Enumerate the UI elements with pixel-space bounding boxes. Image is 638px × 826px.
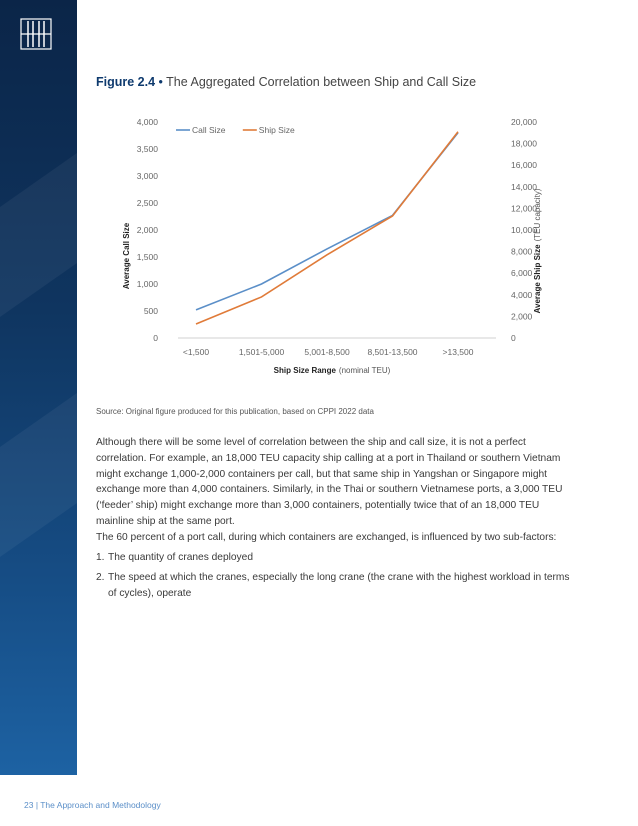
left-tick-label: 500 <box>143 306 158 316</box>
left-tick-label: 0 <box>153 333 158 343</box>
right-tick-label: 20,000 <box>511 117 537 127</box>
decorative-stripe <box>0 393 77 557</box>
title-separator: • <box>158 75 163 89</box>
x-tick-label: 1,501-5,000 <box>238 347 285 357</box>
line-chart <box>96 108 546 383</box>
page-footer: 23 | The Approach and Methodology <box>24 800 161 810</box>
right-tick-label: 18,000 <box>511 138 537 149</box>
right-tick-label: 8,000 <box>511 246 533 257</box>
right-tick-label: 2,000 <box>511 311 533 322</box>
figure-title <box>96 75 476 89</box>
right-axis-label: Average Ship Size(TEU capacity) <box>533 188 542 314</box>
left-tick-label: 2,500 <box>136 198 158 208</box>
container-logo-icon <box>20 18 52 50</box>
left-tick-label: 3,500 <box>136 144 158 154</box>
x-tick-label: <1,500 <box>182 347 210 357</box>
x-axis-label: Ship Size Range (nominal TEU) <box>273 366 391 375</box>
left-tick-label: 1,000 <box>136 279 158 289</box>
list-number: 2. <box>96 572 105 583</box>
body-paragraph-2: The 60 percent of a port call, during which containers are exchanged, is influenced by two sub-factors: <box>96 532 557 543</box>
right-tick-label: 12,000 <box>511 203 537 214</box>
source-note: Source: Original figure produced for this publication, based on CPPI 2022 data <box>96 407 374 416</box>
list-text: The speed at which the cranes, especially the long crane (the crane with the highest workload in terms of cycles), operate <box>108 572 570 599</box>
figure-title-text: The Aggregated Correlation between Ship and Call Size <box>166 75 477 89</box>
sidebar-band <box>0 0 77 775</box>
left-tick-label: 1,500 <box>136 252 158 262</box>
list-number: 1. <box>96 552 105 563</box>
body-paragraph-1: Although there will be some level of correlation between the ship and call size, it is not a perfect correlation. For example, an 18,000 TEU capacity ship calling at a port in Thailand or southern Vietnam might exchange 1,000-2,000 containers per call, but that same ship in Yangshan or Singapore might exchange more than 4,000 containers. Similarly, in the Thai or southern Vietnamese ports, a 3,000 TEU (‘feeder’ ship) might exchange more than 3,000 containers, potentially twice that of an 18,000 TEU mainline ship at the same port. <box>96 437 563 527</box>
series-line-call-size <box>196 133 458 310</box>
x-tick-label: 5,001-8,500 <box>304 347 350 357</box>
left-axis-label: Average Call Size <box>122 222 131 290</box>
chart-legend <box>176 125 295 135</box>
right-tick-label: 0 <box>511 333 516 343</box>
x-tick-label: >13,500 <box>442 347 474 357</box>
figure-label: Figure 2.4 <box>96 75 156 89</box>
right-tick-label: 4,000 <box>511 289 533 300</box>
right-tick-label: 6,000 <box>511 268 533 279</box>
decorative-stripe <box>0 153 77 317</box>
right-tick-label: 10,000 <box>511 225 537 235</box>
left-tick-label: 2,000 <box>136 225 158 235</box>
right-tick-label: 16,000 <box>511 160 537 171</box>
left-tick-label: 4,000 <box>136 117 158 127</box>
list-text: The quantity of cranes deployed <box>108 552 253 563</box>
legend-entry: Ship Size <box>258 125 295 135</box>
left-tick-label: 3,000 <box>136 171 158 181</box>
right-tick-label: 14,000 <box>511 181 537 192</box>
legend-entry: Call Size <box>192 125 226 135</box>
x-tick-label: 8,501-13,500 <box>367 347 418 357</box>
